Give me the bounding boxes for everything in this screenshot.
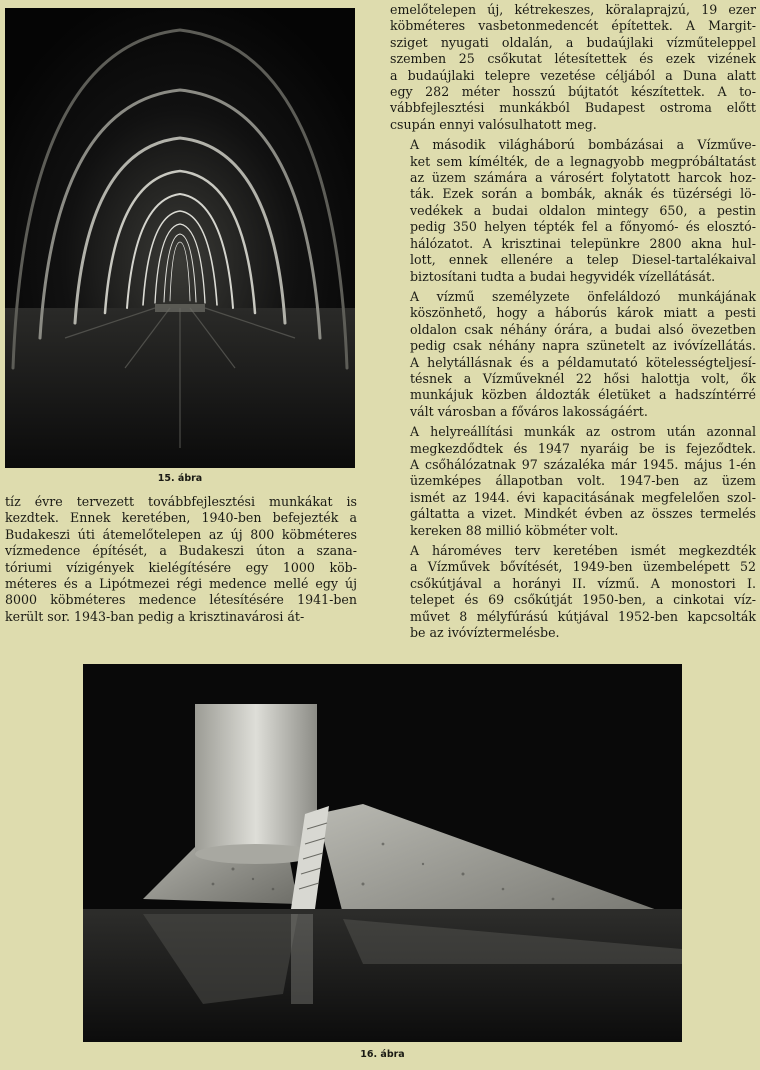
figure-15-vaulted-reservoir-photo <box>5 8 355 468</box>
text-line: került sor. 1943-ban pedig a krisztinavárosi át- <box>5 608 305 624</box>
text-line: kezdtek. Ennek keretében, 1940-ben befejezték a <box>5 510 357 526</box>
text-line: A helytállásnak és a példamutató kötelességteljesí- <box>410 354 756 370</box>
text-line: köszönhető, hogy a háborús károk miatt a pesti <box>410 305 756 321</box>
figure-16-pool-structure-photo <box>83 664 682 1042</box>
text-line: oldalon csak néhány órára, a budai alsó övezetben <box>410 321 756 337</box>
text-line: egy 282 méter hosszú bújtatót készítettek. A to- <box>390 84 756 100</box>
text-line: lott, ennek ellenére a telep Diesel-tartalékaival <box>410 252 756 268</box>
text-line: biztosítani tudta a budai hegyvidék vízellátását. <box>410 268 716 284</box>
text-line: telepet és 69 csőkútját 1950-ben, a cinkotai víz- <box>410 592 756 608</box>
text-line: szemben 25 csőkutat létesítettek és ezek vizének <box>390 51 756 67</box>
text-line: csupán ennyi valósulhatott meg. <box>390 116 597 132</box>
paragraph <box>390 137 756 285</box>
text-line: A vízmű személyzete önfeláldozó munkájának <box>410 288 756 304</box>
paragraph <box>390 2 756 133</box>
text-line: üzemképes állapotban volt. 1947-ben az üzem <box>410 473 756 489</box>
text-line: gáltatta a vizet. Mindkét évben az összes termelés <box>410 506 756 522</box>
text-line: kereken 88 millió köbméter volt. <box>410 522 619 538</box>
text-line: be az ivóvíztermelésbe. <box>410 625 560 641</box>
text-line: vábbfejlesztési munkákból Budapest ostroma előtt <box>390 100 756 116</box>
figure-15-caption: 15. ábra <box>157 473 203 484</box>
text-line: a budaújlaki telepre vezetése céljából a Duna alatt <box>390 67 756 83</box>
text-line: A második világháború bombázásai a Vízműve- <box>410 137 756 153</box>
paragraph <box>390 289 756 420</box>
text-line: pedig csak néhány napra szünetelt az ivóvízellátás. <box>410 338 756 354</box>
figure-16-caption: 16. ábra <box>360 1049 405 1060</box>
text-line: hálózatot. A krisztinai telepünkre 2800 akna hul- <box>410 235 756 251</box>
text-line: tíz évre tervezett továbbfejlesztési munkákat is <box>5 494 357 509</box>
text-line: vedékek a budai oldalon mintegy 650, a pestin <box>410 202 756 218</box>
text-line: emelőtelepen új, kétrekeszes, köralaprajzú, 19 ezer <box>390 2 756 17</box>
text-line: sziget nyugati oldalán, a budaújlaki vízműteleppel <box>390 34 756 50</box>
text-line: méteres és a Lipótmezei régi medence mellé egy új <box>5 576 357 592</box>
text-line: 8000 köbméteres medence létesítésére 1941-ben <box>5 592 357 608</box>
text-line: köbméteres vasbetonmedencét építettek. A Margit- <box>390 18 756 34</box>
text-line: munkájuk közben áldozták életüket a hadszíntérré <box>410 387 756 403</box>
text-line: A hároméves terv keretében ismét megkezdték <box>410 543 756 558</box>
paragraph <box>390 424 756 539</box>
text-line: ket sem kímélték, de a legnagyobb megpróbáltatást <box>410 153 756 169</box>
text-line: megkezdődtek és 1947 nyaráig be is fejeződtek. <box>410 440 756 456</box>
text-line: ták. Ezek során a bombák, aknák és tüzérségi lö- <box>410 186 756 202</box>
paragraph <box>5 494 357 625</box>
text-line: tóriumi vízigények kielégítésére egy 1000 köb- <box>5 559 357 575</box>
text-line: A csőhálózatnak 97 százaléka már 1945. május 1-én <box>410 456 756 472</box>
text-line: pedig 350 helyen tépték fel a főnyomó- és elosztó- <box>410 219 756 235</box>
text-line: művet 8 mélyfúrású kútjával 1952-ben kapcsolták <box>410 608 756 624</box>
text-line: tésnek a Vízműveknél 22 hősi halottja volt, ők <box>410 370 756 386</box>
paragraph <box>390 543 756 641</box>
text-line: ismét az 1944. évi kapacitásának megfelelően szol- <box>410 489 756 505</box>
text-line: Budakeszi úti átemelőtelepen az új 800 köbméteres <box>5 526 357 542</box>
text-line: csőkútjával a horányi II. vízmű. A monostori I. <box>410 575 756 591</box>
text-line: A helyreállítási munkák az ostrom után azonnal <box>410 424 756 440</box>
text-line: a Vízművek bővítését, 1949-ben üzembelépett 52 <box>410 559 756 575</box>
left-column-text <box>5 494 357 625</box>
text-line: az üzem számára a városért folytatott harcok hoz- <box>410 170 756 186</box>
text-line: vízmedence építését, a Budakeszi úton a szana- <box>5 543 357 559</box>
text-line: vált városban a főváros lakosságáért. <box>410 403 648 419</box>
right-column-text <box>390 2 756 641</box>
